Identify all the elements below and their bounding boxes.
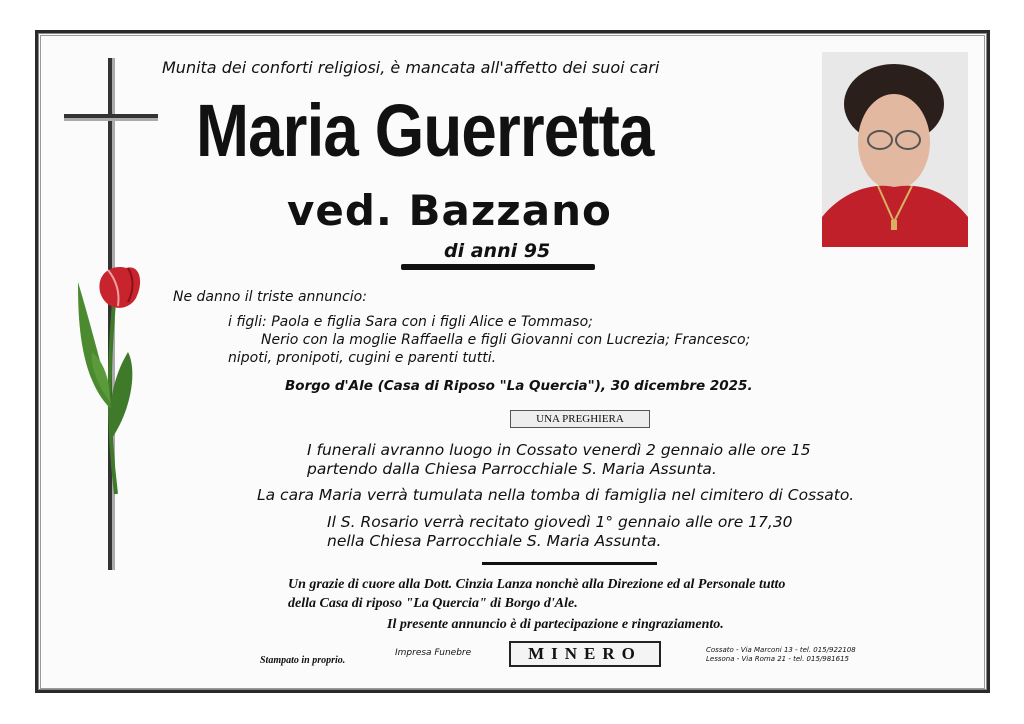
married-name: ved. Bazzano <box>287 186 612 235</box>
address-line: Lessona - Via Roma 21 - tel. 015/981615 <box>706 655 849 663</box>
intro-text: Munita dei conforti religiosi, è mancata all'affetto dei suoi cari <box>162 58 660 77</box>
impresa-label: Impresa Funebre <box>395 648 472 658</box>
address-line: Cossato - Via Marconi 13 - tel. 015/922108 <box>706 646 856 654</box>
rosary-line: Il S. Rosario verrà recitato giovedì 1° gennaio alle ore 17,30 <box>327 513 793 531</box>
age-text: di anni 95 <box>444 240 551 262</box>
divider-top <box>401 264 595 270</box>
company-logo: MINERO <box>509 641 661 667</box>
printed-note: Stampato in proprio. <box>260 655 346 666</box>
thanks-line: Il presente annuncio è di partecipazione e ringraziamento. <box>387 617 724 632</box>
place-date: Borgo d'Ale (Casa di Riposo "La Quercia"), 30 dicembre 2025. <box>285 378 753 394</box>
thanks-line: della Casa di riposo "La Quercia" di Borgo d'Ale. <box>288 596 578 611</box>
rosary-line: nella Chiesa Parrocchiale S. Maria Assunta. <box>327 532 662 550</box>
funeral-line: partendo dalla Chiesa Parrocchiale S. Maria Assunta. <box>307 460 717 478</box>
divider-bottom <box>482 562 657 565</box>
prayer-label: UNA PREGHIERA <box>510 410 650 428</box>
thanks-line: Un grazie di cuore alla Dott. Cinzia Lanza nonchè alla Direzione ed al Personale tutto <box>288 577 786 592</box>
deceased-photo <box>822 52 968 247</box>
tulip-icon <box>70 262 150 502</box>
family-line: i figli: Paola e figlia Sara con i figli Alice e Tommaso; <box>228 314 593 330</box>
deceased-name: Maria Guerretta <box>196 89 654 172</box>
funeral-line: La cara Maria verrà tumulata nella tomba di famiglia nel cimitero di Cossato. <box>257 486 855 504</box>
funeral-line: I funerali avranno luogo in Cossato venerdì 2 gennaio alle ore 15 <box>307 441 811 459</box>
announcement-intro: Ne danno il triste annuncio: <box>173 289 367 305</box>
family-line: Nerio con la moglie Raffaella e figli Giovanni con Lucrezia; Francesco; <box>261 332 751 348</box>
family-line: nipoti, pronipoti, cugini e parenti tutti. <box>228 350 497 366</box>
